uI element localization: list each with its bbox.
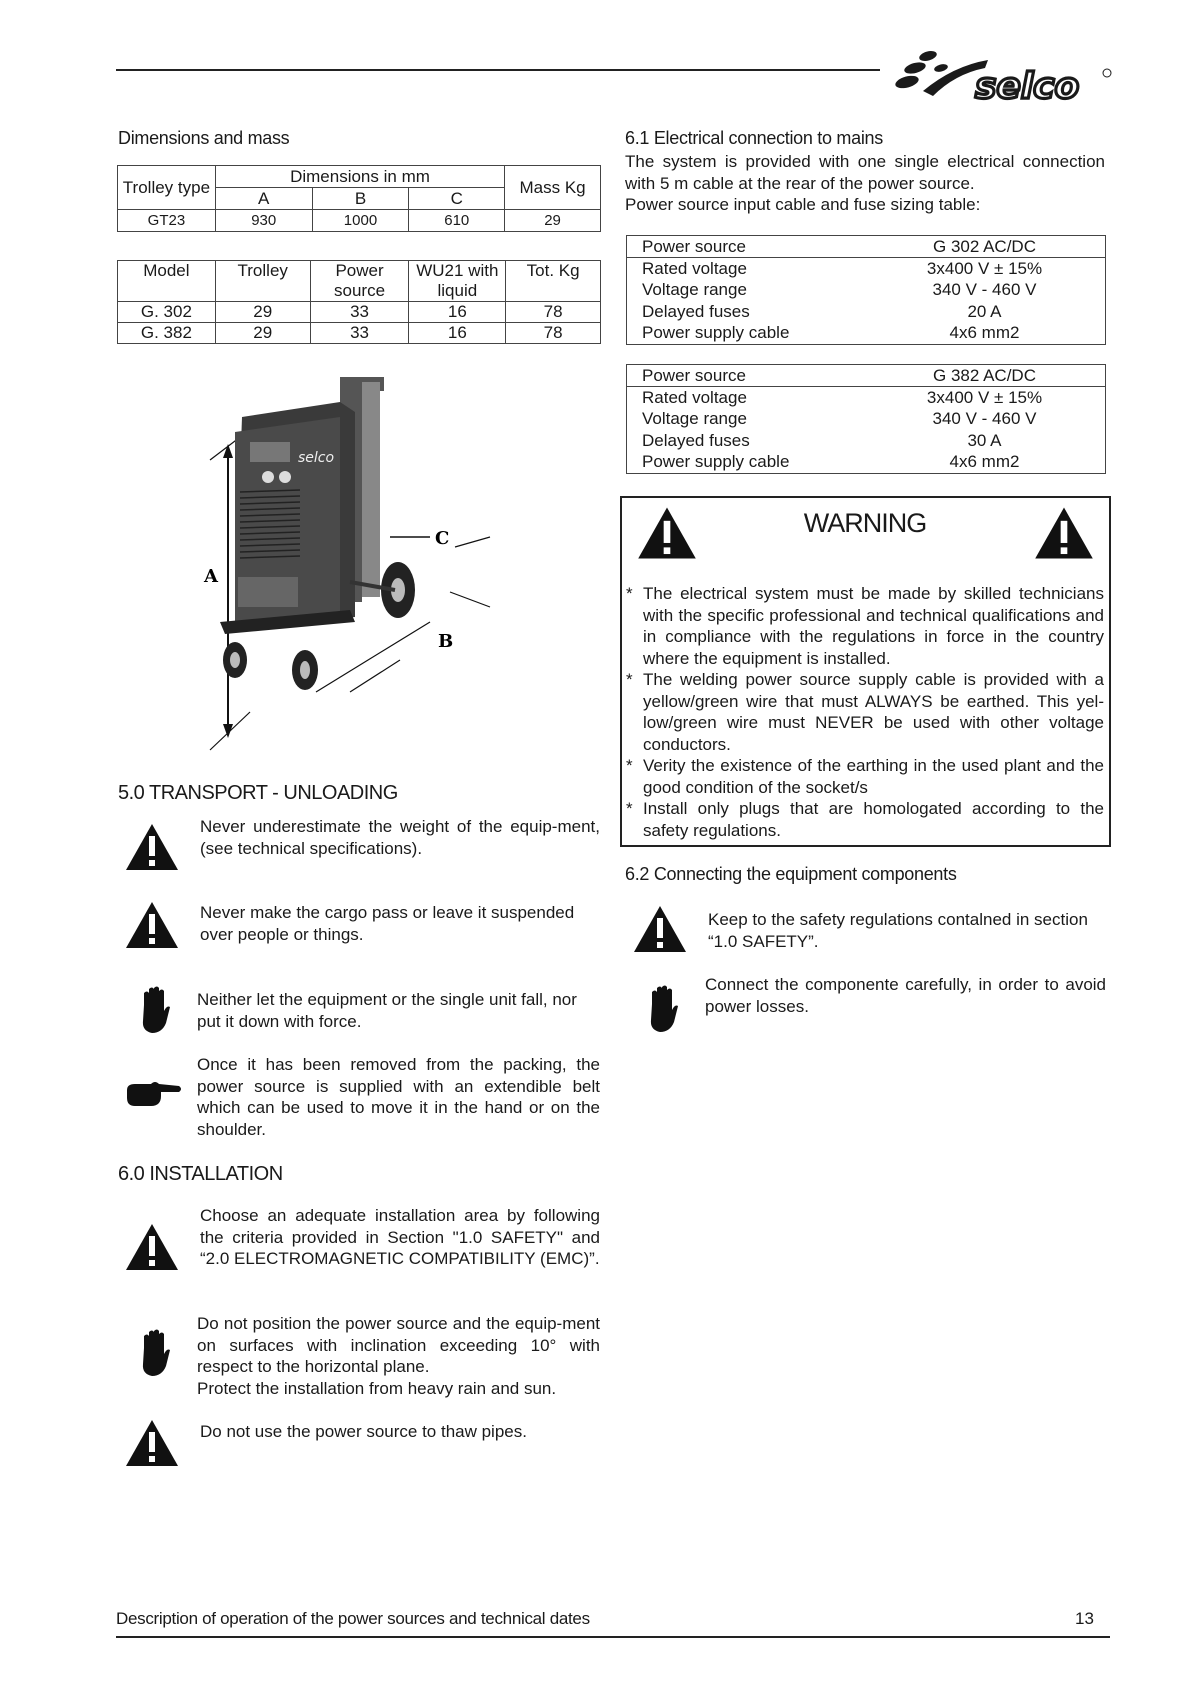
table-row	[627, 301, 1105, 323]
table-row	[627, 279, 1105, 301]
spec-value: G 382 AC/DC	[933, 366, 1036, 385]
warning-triangle-icon	[124, 900, 180, 950]
spec-key: Rated voltage	[642, 258, 747, 278]
pointing-hand-icon	[125, 1080, 183, 1110]
list-item: * The electrical system must be made by skilled technicians with the specific professional and technical qualifications and in compliance with the regulations in force in the country where the equipment is installed.	[626, 584, 1104, 668]
table-cell: 930	[215, 210, 312, 232]
installation-note-4: Do not use the power source to thaw pipes.	[200, 1422, 527, 1441]
col-c-header: C	[409, 188, 505, 210]
warning-triangle-icon	[124, 1222, 180, 1272]
svg-text:selco: selco	[975, 66, 1080, 106]
transport-note-2: Never make the cargo pass or leave it suspended over people or things.	[200, 903, 575, 944]
table-row	[627, 451, 1105, 473]
spec-value: 340 V - 460 V	[932, 280, 1037, 299]
table-cell: 1000	[312, 210, 409, 232]
components-note-1: Keep to the safety regulations contalned in section “1.0 SAFETY”.	[708, 910, 1088, 951]
table-cell: 29	[215, 302, 310, 323]
spec-key: Power source	[642, 366, 746, 385]
spec-key: Power supply cable	[642, 452, 790, 471]
warning-title: WARNING	[803, 508, 927, 538]
transport-note-3: Neither let the equipment or the single unit fall, nor put it down with force.	[197, 990, 577, 1031]
table-cell: 29	[505, 210, 601, 232]
table-cell: 29	[215, 323, 310, 344]
spec-value: 30 A	[967, 430, 1002, 450]
table-cell: 78	[506, 302, 601, 323]
installation-note-2: Do not position the power source and the equip-ment on surfaces with inclination exceeding 10° with respect to the horizontal plane.	[197, 1314, 600, 1376]
spec-key: Power supply cable	[642, 323, 790, 342]
spec-key: Voltage range	[642, 409, 747, 428]
stop-hand-icon	[646, 984, 680, 1034]
table-cell: GT23	[118, 210, 216, 232]
table-row	[118, 323, 601, 344]
spec-value: 3x400 V ± 15%	[926, 258, 1043, 278]
header-rule	[116, 69, 880, 71]
spec-value: G 302 AC/DC	[933, 237, 1036, 256]
welding-unit-trolley-figure	[190, 372, 510, 767]
dimension-label-a: A	[204, 566, 218, 587]
electrical-intro: The system is provided with one single electrical connection with 5 m cable at the rear of the power source.	[625, 152, 1105, 193]
table-cell: 33	[310, 302, 409, 323]
g382-spec-table	[626, 364, 1106, 474]
col-b-header: B	[312, 188, 409, 210]
components-section-title: 6.2 Connecting the equipment components	[625, 864, 957, 884]
mass-header: Mass Kg	[505, 166, 601, 210]
transport-note-1: Never underestimate the weight of the equip-ment, (see technical specifications).	[200, 817, 600, 858]
table-cell: G. 382	[118, 323, 216, 344]
table-row	[627, 365, 1105, 387]
table-row	[627, 236, 1105, 258]
spec-value: 20 A	[967, 301, 1002, 321]
spec-value: 4x6 mm2	[949, 323, 1020, 342]
warning-triangle-icon	[124, 822, 180, 872]
table-row	[627, 322, 1105, 344]
warning-bullet-text: Verity the existence of the earthing in the used plant and the good condition of the socket/s	[643, 756, 1104, 797]
components-note-2: Connect the componente carefully, in order to avoid power losses.	[705, 975, 1106, 1016]
dimension-label-c: C	[435, 528, 450, 549]
table-cell: 78	[506, 323, 601, 344]
warning-triangle-icon	[632, 904, 688, 954]
trolley-dimensions-table	[117, 165, 601, 232]
table-row	[627, 258, 1105, 280]
transport-section-title: 5.0 TRANSPORT - UNLOADING	[118, 782, 398, 804]
trolley-type-header: Trolley type	[118, 166, 216, 210]
footer-rule	[116, 1636, 1110, 1638]
table-cell: G. 302	[118, 302, 216, 323]
stop-hand-icon	[138, 1328, 172, 1378]
total-kg-header: Tot. Kg	[506, 261, 601, 302]
dimensions-header: Dimensions in mm	[215, 166, 504, 188]
warning-bullet-text: Install only plugs that are homologated according to the safety regulations.	[643, 799, 1104, 840]
table-row	[118, 302, 601, 323]
col-a-header: A	[215, 188, 312, 210]
table-cell: 16	[409, 302, 506, 323]
brand-logo	[893, 46, 1118, 106]
warning-triangle-icon	[124, 1418, 180, 1468]
installation-section-title: 6.0 INSTALLATION	[118, 1163, 283, 1185]
model-header: Model	[118, 261, 216, 302]
page-number: 13	[1075, 1609, 1094, 1628]
warning-triangle-icon	[1033, 505, 1095, 561]
stop-hand-icon	[138, 985, 172, 1035]
footer-text: Description of operation of the power sources and technical dates	[116, 1609, 590, 1628]
warning-triangle-icon	[636, 505, 698, 561]
spec-key: Delayed fuses	[642, 430, 750, 450]
table-cell: 33	[310, 323, 409, 344]
spec-value: 4x6 mm2	[949, 452, 1020, 471]
warning-bullet-text: The welding power source supply cable is provided with a yellow/green wire that must ALWAYS be earthed. This yel-low/green wire must NEVER be used with other voltage conductors.	[643, 670, 1104, 754]
trolley-header: Trolley	[215, 261, 310, 302]
table-cell: 16	[409, 323, 506, 344]
table-row	[627, 430, 1105, 452]
spec-value: 3x400 V ± 15%	[926, 387, 1043, 407]
list-item: * Install only plugs that are homologated according to the safety regulations.	[626, 799, 1104, 840]
dimension-label-b: B	[438, 631, 454, 652]
table-row	[627, 387, 1105, 409]
dimensions-title: Dimensions and mass	[118, 128, 290, 148]
table-row	[627, 408, 1105, 430]
installation-note-3: Protect the installation from heavy rain and sun.	[197, 1379, 557, 1398]
unit-brand-label: selco	[298, 450, 335, 466]
list-item: * Verity the existence of the earthing in the used plant and the good condition of the socket/s	[626, 756, 1104, 797]
model-weight-table	[117, 260, 601, 344]
wu21-header: WU21 with liquid	[409, 261, 506, 302]
g302-spec-table	[626, 235, 1106, 345]
warning-bullet-text: The electrical system must be made by skilled technicians with the specific professional and technical qualifications and in compliance with the regulations in force in the country where the equipment is installed.	[643, 584, 1104, 668]
spec-key: Voltage range	[642, 280, 747, 299]
installation-note-1: Choose an adequate installation area by following the criteria provided in Section "1.0 SAFETY" and “2.0 ELECTROMAGNETIC COMPATIBILITY (EMC)”.	[200, 1206, 600, 1268]
table-cell: 610	[409, 210, 505, 232]
spec-value: 340 V - 460 V	[932, 409, 1037, 428]
electrical-section-title: 6.1 Electrical connection to mains	[625, 128, 883, 148]
electrical-intro-2: Power source input cable and fuse sizing table:	[625, 195, 981, 214]
power-source-header: Power source	[310, 261, 409, 302]
warning-bullets	[626, 583, 1104, 841]
spec-key: Rated voltage	[642, 387, 747, 407]
list-item: * The welding power source supply cable is provided with a yellow/green wire that must ALWAYS be earthed. This yel-low/green wire must NEVER be used with other voltage conductors.	[626, 670, 1104, 754]
spec-key: Power source	[642, 237, 746, 256]
transport-note-4: Once it has been removed from the packing, the power source is supplied with an extendible belt which can be used to move it in the hand or on the shoulder.	[197, 1055, 600, 1139]
spec-key: Delayed fuses	[642, 301, 750, 321]
